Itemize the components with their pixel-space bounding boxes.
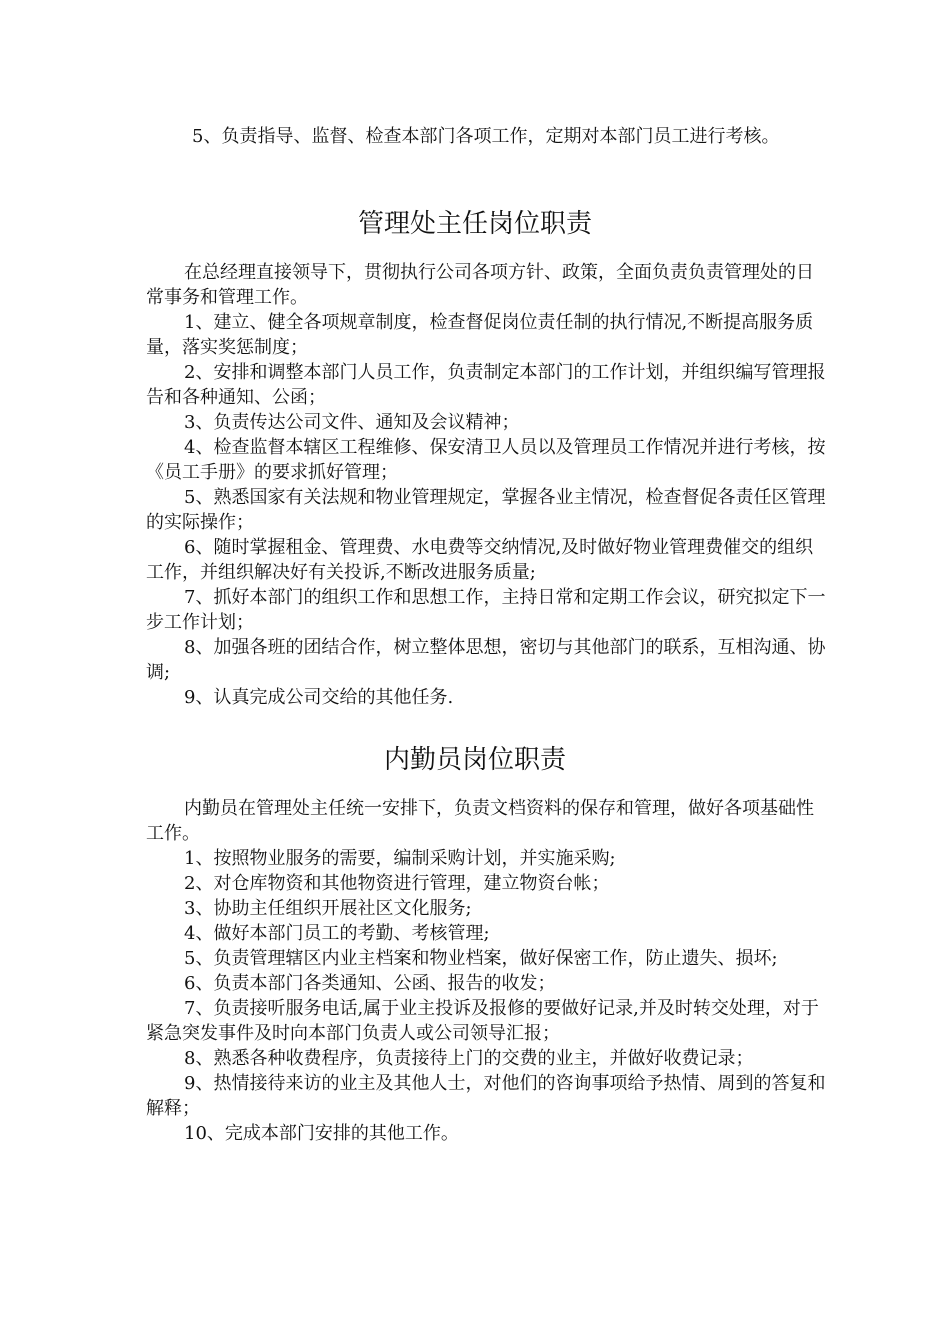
section1-body	[146, 260, 826, 710]
list-item: 1、建立、健全各项规章制度，检查督促岗位责任制的执行情况,不断提高服务质量，落实奖惩制度；	[146, 312, 814, 358]
list-item: 7、负责接听服务电话,属于业主投诉及报修的要做好记录,并及时转交处理，对于紧急突发事件及时向本部门负责人或公司领导汇报；	[146, 998, 819, 1044]
list-item: 3、协助主任组织开展社区文化服务;	[184, 898, 472, 919]
intro-item-5: 5、负责指导、监督、检查本部门各项工作，定期对本部门员工进行考核。	[192, 126, 780, 147]
list-item: 8、加强各班的团结合作，树立整体思想，密切与其他部门的联系，互相沟通、协调;	[146, 637, 826, 683]
list-item: 9、认真完成公司交给的其他任务.	[184, 687, 454, 708]
list-item: 6、负责本部门各类通知、公函、报告的收发；	[184, 973, 556, 994]
list-item: 5、熟悉国家有关法规和物业管理规定，掌握各业主情况，检查督促各责任区管理的实际操作；	[146, 487, 826, 533]
intro-block	[146, 124, 826, 149]
list-item: 7、抓好本部门的组织工作和思想工作，主持日常和定期工作会议，研究拟定下一步工作计划；	[146, 587, 826, 633]
list-item: 5、负责管理辖区内业主档案和物业档案，做好保密工作，防止遗失、损坏;	[184, 948, 778, 969]
list-item: 1、按照物业服务的需要，编制采购计划，并实施采购;	[184, 848, 616, 869]
section2-body	[146, 796, 826, 1146]
section1-lead: 在总经理直接领导下，贯彻执行公司各项方针、政策，全面负责负责管理处的日常事务和管理工作。	[146, 262, 814, 308]
list-item: 9、热情接待来访的业主及其他人士，对他们的咨询事项给予热情、周到的答复和解释；	[146, 1073, 826, 1119]
list-item: 4、检查监督本辖区工程维修、保安清卫人员以及管理员工作情况并进行考核，按《员工手册》的要求抓好管理；	[146, 437, 826, 483]
list-item: 3、负责传达公司文件、通知及会议精神；	[184, 412, 520, 433]
list-item: 10、完成本部门安排的其他工作。	[184, 1123, 459, 1144]
section2-lead: 内勤员在管理处主任统一安排下，负责文档资料的保存和管理，做好各项基础性工作。	[146, 798, 814, 844]
list-item: 2、对仓库物资和其他物资进行管理，建立物资台帐；	[184, 873, 610, 894]
list-item: 2、安排和调整本部门人员工作，负责制定本部门的工作计划，并组织编写管理报告和各种通知、公函；	[146, 362, 826, 408]
list-item: 6、随时掌握租金、管理费、水电费等交纳情况,及时做好物业管理费催交的组织工作，并组织解决好有关投诉,不断改进服务质量;	[146, 537, 814, 583]
list-item: 4、做好本部门员工的考勤、考核管理;	[184, 923, 490, 944]
section1-title: 管理处主任岗位职责	[357, 209, 592, 239]
list-item: 8、熟悉各种收费程序，负责接待上门的交费的业主，并做好收费记录；	[184, 1048, 754, 1069]
section2-title: 内勤员岗位职责	[383, 745, 566, 775]
